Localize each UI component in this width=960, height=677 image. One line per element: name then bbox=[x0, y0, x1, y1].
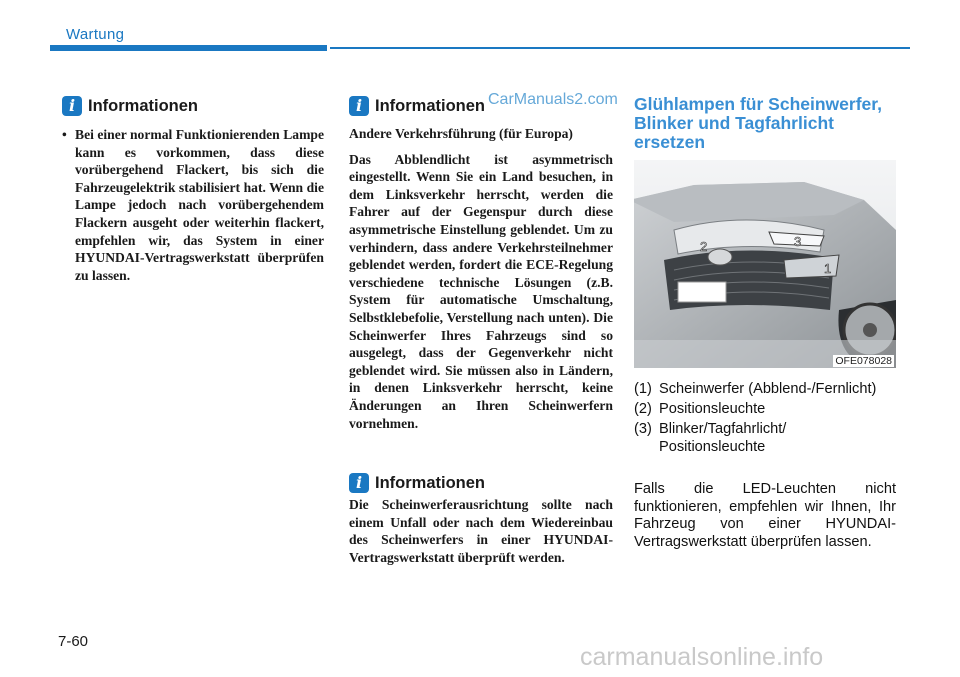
subheading: Andere Verkehrsführung (für Europa) bbox=[349, 126, 573, 141]
info-icon: i bbox=[349, 473, 369, 493]
car-figure bbox=[634, 160, 896, 368]
info-heading-label: Informationen bbox=[375, 96, 485, 115]
watermark-bottom: carmanualsonline.info bbox=[580, 643, 824, 671]
callout-1: 1 bbox=[824, 261, 832, 276]
legend-text: Blinker/Tagfahrlicht/ Positionsleuchte bbox=[659, 421, 787, 455]
header-rule-thick bbox=[50, 45, 327, 51]
paragraph: Das Abblendlicht ist asymmetrisch eingestellt. Wenn Sie ein Land besuchen, in dem Linksverkehr herrscht, werden die Fahrer auf der Gegenspur durch diese asymmetrische Einstellung geblendet. Um zu verhindern, dass andere Verkehrsteilnehmer geblendet werden, fordert die ECE-Regelung verschiedene technische Lösungen (z.B. System für automatische Umschaltung, Selbstklebefolie, Verstellung nach unten). Die Scheinwerfer Ihres Fahrzeugs sind so ausgelegt, dass der Gegenverkehr nicht geblendet wird. Sie müssen also in Ländern, in denen Linksverkehr herrscht, keine Änderungen an Ihren Scheinwerfern vornehmen. bbox=[349, 151, 613, 431]
figure-code: OFE078028 bbox=[835, 355, 892, 367]
col2-body bbox=[349, 125, 613, 432]
callout-2: 2 bbox=[700, 239, 708, 254]
paragraph: Die Scheinwerferausrichtung sollte nach einem Unfall oder nach dem Wiedereinbau des Scheinwerfers in einer HYUNDAI-Vertragswerkstatt überprüft werden. bbox=[349, 497, 613, 565]
legend-text: Scheinwerfer (Abblend-/Fernlicht) bbox=[659, 381, 877, 397]
bullet-text: Bei einer normal Funktionierenden Lampe kann es vorkommen, dass diese vorübergehend Flackert, bis sich die Fahrzeugelektrik stabilisiert hat. Wenn die Lampe jedoch nach vorübergehendem Flackern ausgeht oder weiterhin flackert, empfehlen wir, das System in einer HYUNDAI-Vertragswerkstatt überprüfen zu lassen. bbox=[75, 127, 324, 283]
legend-text: Positionsleuchte bbox=[659, 401, 766, 417]
car-front-illustration bbox=[634, 160, 896, 368]
legend-num: (1) bbox=[634, 381, 652, 397]
info-heading-col1 bbox=[62, 96, 198, 116]
info-heading-col2 bbox=[349, 96, 485, 116]
legend-item bbox=[634, 400, 896, 418]
legend-item bbox=[634, 420, 896, 456]
info-icon: i bbox=[349, 96, 369, 116]
bullet-item bbox=[62, 126, 324, 284]
info-icon: i bbox=[62, 96, 82, 116]
info-heading-col2-second bbox=[349, 473, 485, 493]
info-heading-label: Informationen bbox=[375, 473, 485, 492]
watermark-top: CarManuals2.com bbox=[488, 91, 618, 108]
legend-item bbox=[634, 380, 896, 398]
header-rule-thin bbox=[330, 47, 910, 49]
col1-body bbox=[62, 126, 324, 284]
section-title: Glühlampen für Scheinwerfer, Blinker und Tagfahrlicht ersetzen bbox=[634, 94, 882, 152]
info-heading-label: Informationen bbox=[88, 96, 198, 115]
page-number: 7-60 bbox=[58, 633, 89, 650]
col2-body-second bbox=[349, 496, 613, 566]
bullet-dot: • bbox=[62, 127, 67, 142]
callout-3: 3 bbox=[794, 234, 802, 249]
led-note: Falls die LED-Leuchten nicht funktionieren, empfehlen wir Ihnen, Ihr Fahrzeug von einer HYUNDAI-Vertragswerkstatt überprüfen lassen. bbox=[634, 481, 896, 550]
section-label: Wartung bbox=[66, 26, 125, 43]
legend bbox=[634, 380, 896, 458]
legend-num: (3) bbox=[634, 421, 652, 437]
legend-num: (2) bbox=[634, 401, 652, 417]
